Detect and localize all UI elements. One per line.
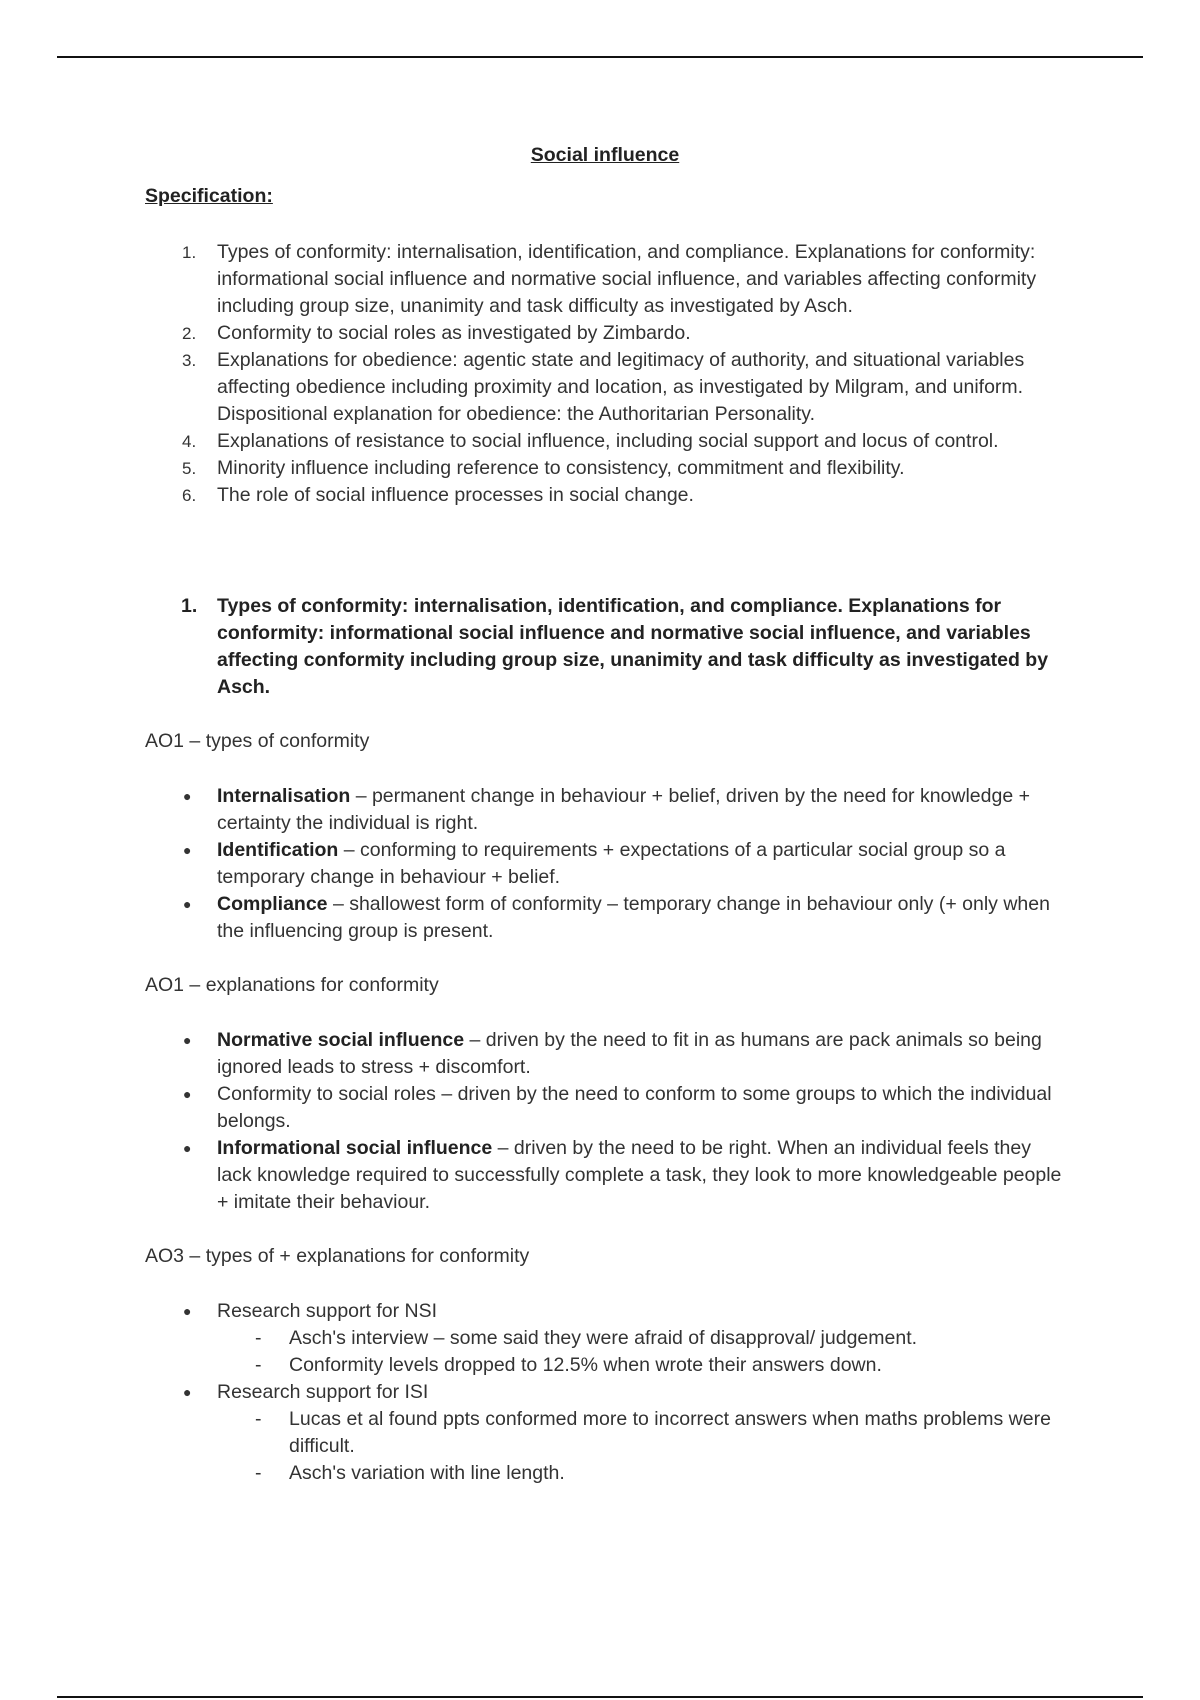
- sub-list: [217, 1325, 1065, 1379]
- dash-icon: -: [255, 1462, 262, 1484]
- sub-list: [217, 1406, 1065, 1487]
- definition: – driven by the need to fit in as humans are pack animals so being ignored leads to stress + discomfort.: [217, 1029, 1042, 1078]
- list-item: [145, 891, 1065, 945]
- spec-item-text: Explanations for obedience: agentic state and legitimacy of authority, and situational variables affecting obedience including proximity and location, as investigated by Milgram, and uniform. Dispositional explanation for obedience: the Authoritarian Personality.: [217, 349, 1025, 425]
- sub-list-item: [217, 1460, 1065, 1487]
- spec-item-number: 6.: [182, 486, 197, 505]
- bullet-icon: ●: [183, 1140, 192, 1156]
- spec-item: [145, 482, 1065, 509]
- list-item: [145, 1027, 1065, 1081]
- sub-list-item: [217, 1325, 1065, 1352]
- spec-item-text: Explanations of resistance to social influence, including social support and locus of control.: [217, 430, 999, 452]
- definition: – conforming to requirements + expectations of a particular social group so a temporary change in behaviour + belief.: [217, 839, 1006, 888]
- list-item: [145, 1081, 1065, 1135]
- spec-item-text: Conformity to social roles as investigated by Zimbardo.: [217, 322, 691, 344]
- spec-item-text: Types of conformity: internalisation, identification, and compliance. Explanations for conformity: informational social influence and normative social influence, and variables affecting conformity including group size, unanimity and task difficulty as investigated by Asch.: [217, 241, 1037, 317]
- list-item: [145, 837, 1065, 891]
- ao1-types-list: [145, 783, 1065, 945]
- section-number: 1.: [181, 595, 198, 617]
- bullet-icon: ●: [183, 1032, 192, 1048]
- dash-icon: -: [255, 1408, 262, 1430]
- sub-list-item: [217, 1352, 1065, 1379]
- list-item: [145, 1135, 1065, 1216]
- ao1-explanations-list: [145, 1027, 1065, 1216]
- ao3-list: [145, 1298, 1065, 1487]
- term: Compliance: [217, 893, 328, 915]
- spec-item: [145, 455, 1065, 482]
- section-heading-text: Types of conformity: internalisation, identification, and compliance. Explanations for conformity: informational social influence and normative social influence, and variables affecting conformity including group size, unanimity and task difficulty as investigated by Asch.: [217, 595, 1049, 698]
- term: Informational social influence: [217, 1137, 493, 1159]
- document-page: [145, 142, 1065, 1487]
- spec-item-text: The role of social influence processes in social change.: [217, 484, 694, 506]
- section-1-heading: [145, 593, 1065, 701]
- spec-item: [145, 239, 1065, 320]
- term: Internalisation: [217, 785, 351, 807]
- bullet-icon: ●: [183, 1303, 192, 1319]
- spec-item: [145, 320, 1065, 347]
- spec-item-number: 5.: [182, 459, 197, 478]
- sub-item-text: Lucas et al found ppts conformed more to incorrect answers when maths problems were difficult.: [289, 1408, 1051, 1457]
- bullet-icon: ●: [183, 1086, 192, 1102]
- definition: – shallowest form of conformity – temporary change in behaviour only (+ only when the influencing group is present.: [217, 893, 1050, 942]
- specification-list: [145, 239, 1065, 509]
- term: Normative social influence: [217, 1029, 465, 1051]
- list-item: [145, 783, 1065, 837]
- spec-item-number: 4.: [182, 432, 197, 451]
- list-item: [145, 1298, 1065, 1379]
- dash-icon: -: [255, 1327, 262, 1349]
- spec-item: [145, 428, 1065, 455]
- bullet-icon: ●: [183, 896, 192, 912]
- bullet-icon: ●: [183, 788, 192, 804]
- list-item: [145, 1379, 1065, 1487]
- bottom-rule: [57, 1696, 1143, 1698]
- definition: – permanent change in behaviour + belief, driven by the need for knowledge + certainty the individual is right.: [217, 785, 1030, 834]
- spec-item-text: Minority influence including reference to consistency, commitment and flexibility.: [217, 457, 905, 479]
- ao1-types-heading: AO1 – types of conformity: [145, 730, 370, 752]
- spec-item-number: 2.: [182, 324, 197, 343]
- definition: – driven by the need to be right. When an individual feels they lack knowledge required to successfully complete a task, they look to more knowledgeable people + imitate their behaviour.: [217, 1137, 1062, 1213]
- dash-icon: -: [255, 1354, 262, 1376]
- spec-item-number: 1.: [182, 243, 197, 262]
- bullet-icon: ●: [183, 1384, 192, 1400]
- term: Identification: [217, 839, 339, 861]
- sub-list-item: [217, 1406, 1065, 1460]
- ao1-explanations-heading: AO1 – explanations for conformity: [145, 974, 439, 996]
- sub-item-text: Asch's variation with line length.: [289, 1462, 565, 1484]
- ao3-heading: AO3 – types of + explanations for conformity: [145, 1245, 530, 1267]
- bullet-icon: ●: [183, 842, 192, 858]
- list-item-text: Research support for NSI: [217, 1300, 438, 1322]
- spec-item-number: 3.: [182, 351, 197, 370]
- specification-heading: Specification:: [145, 185, 273, 207]
- spec-item: [145, 347, 1065, 428]
- sub-item-text: Asch's interview – some said they were afraid of disapproval/ judgement.: [289, 1327, 918, 1349]
- definition: Conformity to social roles – driven by the need to conform to some groups to which the individual belongs.: [217, 1083, 1052, 1132]
- document-title: Social influence: [530, 144, 680, 166]
- sub-item-text: Conformity levels dropped to 12.5% when wrote their answers down.: [289, 1354, 882, 1376]
- list-item-text: Research support for ISI: [217, 1381, 429, 1403]
- top-rule: [57, 56, 1143, 58]
